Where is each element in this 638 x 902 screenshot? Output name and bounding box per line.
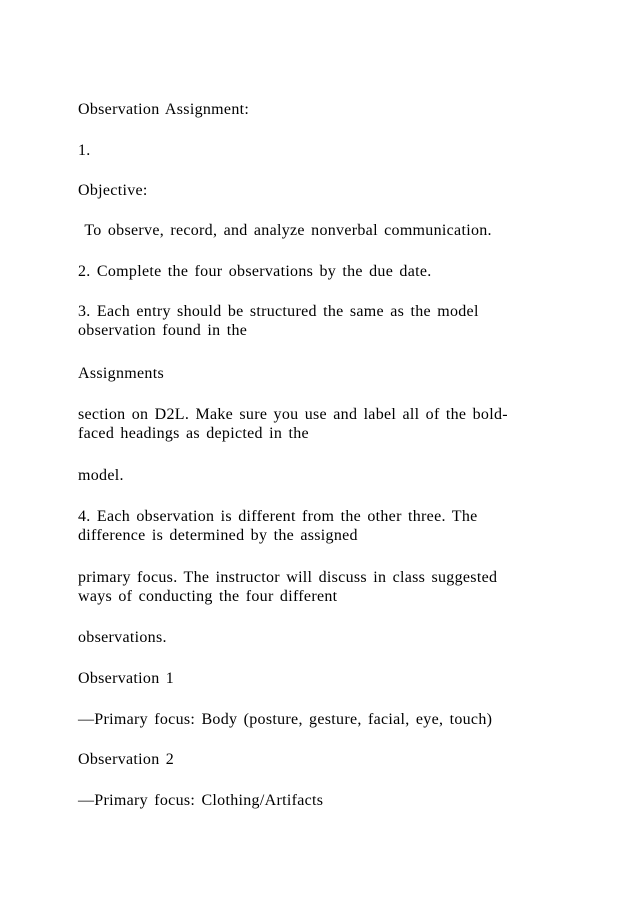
item-3-continued: section on D2L. Make sure you use and label all of the bold- faced headings as depicted in the xyxy=(78,406,508,442)
observation-1-heading: Observation 1 xyxy=(78,670,175,687)
item-4-continued: primary focus. The instructor will discuss in class suggested ways of conducting the four different xyxy=(78,569,498,605)
observation-2-focus: —Primary focus: Clothing/Artifacts xyxy=(78,792,324,809)
assignments-label: Assignments xyxy=(78,365,164,382)
observation-2-heading: Observation 2 xyxy=(78,751,175,768)
objective-text: To observe, record, and analyze nonverbal communication. xyxy=(78,222,492,239)
list-number-1: 1. xyxy=(78,142,91,159)
item-4-text: 4. Each observation is different from the other three. The difference is determined by the assigned xyxy=(78,508,478,544)
item-4-end: observations. xyxy=(78,629,167,646)
assignment-title: Observation Assignment: xyxy=(78,101,250,118)
item-3-text: 3. Each entry should be structured the same as the model observation found in the xyxy=(78,303,479,339)
item-2-text: 2. Complete the four observations by the due date. xyxy=(78,263,432,280)
item-3-end: model. xyxy=(78,467,124,484)
objective-heading: Objective: xyxy=(78,182,148,199)
observation-1-focus: —Primary focus: Body (posture, gesture, facial, eye, touch) xyxy=(78,711,493,728)
